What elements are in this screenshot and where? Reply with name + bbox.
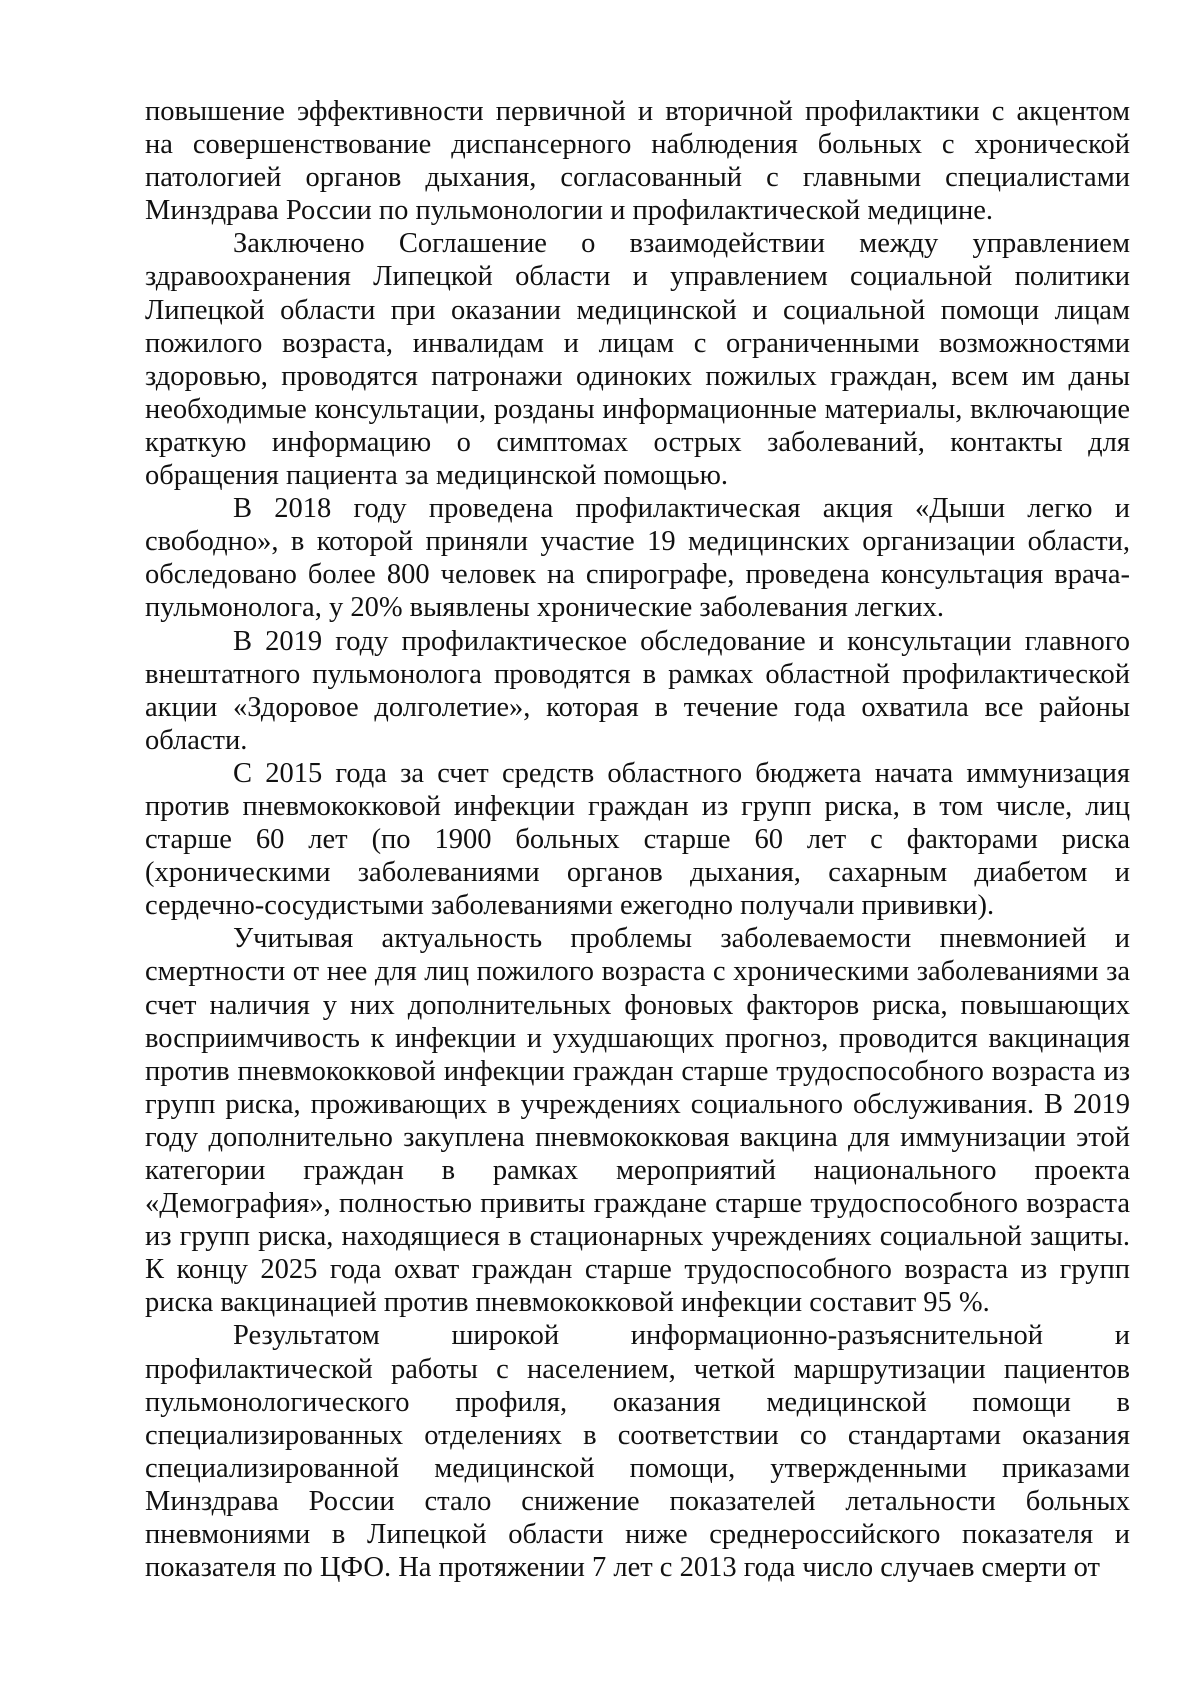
paragraph-1: повышение эффективности первичной и вторичной профилактики с акцентом на совершенствование диспансерного наблюдения больных с хронической патологией органов дыхания, согласованный с главными специалистами Минздрава России по пульмонологии и профилактической медицине. bbox=[145, 96, 1130, 227]
paragraph-5: С 2015 года за счет средств областного бюджета начата иммунизация против пневмококковой инфекции граждан из групп риска, в том числе, лиц старше 60 лет (по 1900 больных старше 60 лет с факторами риска (хроническими заболеваниями органов дыхания, сахарным диабетом и сердечно-сосудистыми заболеваниями ежегодно получали прививки). bbox=[145, 757, 1130, 922]
paragraph-3: В 2018 году проведена профилактическая акция «Дыши легко и свободно», в которой приняли участие 19 медицинских организации области, обследовано более 800 человек на спирографе, проведена консультация врача-пульмонолога, у 20% выявлены хронические заболевания легких. bbox=[145, 493, 1130, 624]
paragraph-2: Заключено Соглашение о взаимодействии между управлением здравоохранения Липецкой области и управлением социальной политики Липецкой области при оказании медицинской и социальной помощи лицам пожилого возраста, инвалидам и лицам с ограниченными возможностями здоровью, проводятся патронажи одиноких пожилых граждан, всем им даны необходимые консультации, розданы информационные материалы, включающие краткую информацию о симптомах острых заболеваний, контакты для обращения пациента за медицинской помощью. bbox=[145, 228, 1130, 492]
paragraph-6: Учитывая актуальность проблемы заболеваемости пневмонией и смертности от нее для лиц пожилого возраста с хроническими заболеваниями за счет наличия у них дополнительных фоновых факторов риска, повышающих восприимчивость к инфекции и ухудшающих прогноз, проводится вакцинация против пневмококковой инфекции граждан старше трудоспособного возраста из групп риска, проживающих в учреждениях социального обслуживания. В 2019 году дополнительно закуплена пневмококковая вакцина для иммунизации этой категории граждан в рамках мероприятий национального проекта «Демография», полностью привиты граждане старше трудоспособного возраста из групп риска, находящиеся в стационарных учреждениях социальной защиты. К концу 2025 года охват граждан старше трудоспособного возраста из групп риска вакцинацией против пневмококковой инфекции составит 95 %. bbox=[145, 923, 1130, 1319]
paragraph-4: В 2019 году профилактическое обследование и консультации главного внештатного пульмонолога проводятся в рамках областной профилактической акции «Здоровое долголетие», которая в течение года охватила все районы области. bbox=[145, 625, 1130, 756]
document-body bbox=[145, 95, 1130, 1584]
paragraph-7: Результатом широкой информационно-разъяснительной и профилактической работы с населением, четкой маршрутизации пациентов пульмонологического профиля, оказания медицинской помощи в специализированных отделениях в соответствии со стандартами оказания специализированной медицинской помощи, утвержденными приказами Минздрава России стало снижение показателей летальности больных пневмониями в Липецкой области ниже среднероссийского показателя и показателя по ЦФО. На протяжении 7 лет с 2013 года число случаев смерти от bbox=[145, 1320, 1130, 1584]
